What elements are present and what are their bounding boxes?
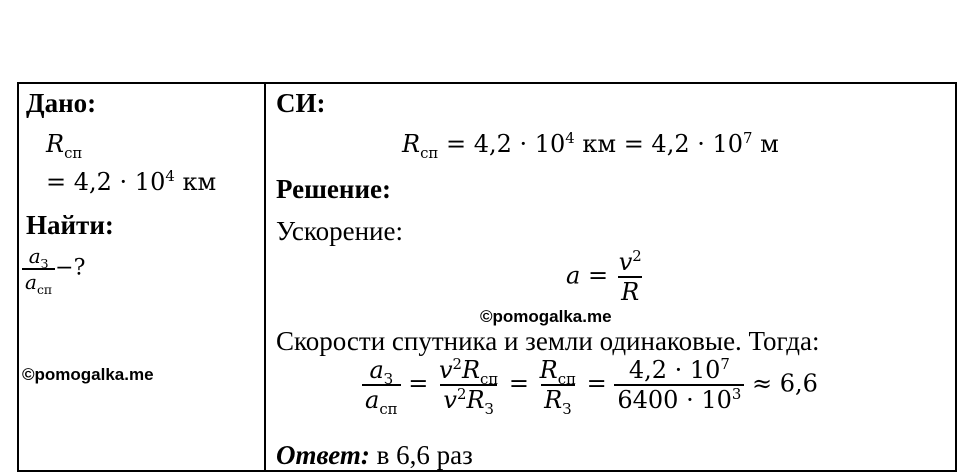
- speeds-text: Скорости спутника и земли одинаковые. Тогда:: [276, 326, 820, 356]
- solution-heading: Решение:: [276, 174, 391, 204]
- watermark-left: ©pomogalka.me: [22, 365, 154, 384]
- si-conversion: $R_{сп} = 4,2 \cdot 10^4$ км = $4,2 \cdot 10^7$ м: [402, 129, 779, 162]
- given-r-value: = $4,2 \cdot 10^4$ км: [46, 167, 217, 196]
- si-heading: СИ:: [276, 88, 326, 118]
- answer-label: Ответ:: [276, 440, 370, 470]
- find-heading: Найти:: [26, 210, 114, 240]
- answer-line: [276, 442, 473, 469]
- acceleration-text: Ускорение:: [276, 216, 403, 246]
- given-heading: Дано:: [26, 88, 97, 118]
- answer-value: в 6,6 раз: [369, 440, 473, 470]
- given-r-symbol: $R_{сп}$: [46, 130, 83, 162]
- find-fraction: $\frac{a_З}{a_{сп}}$ −?: [22, 246, 85, 292]
- acceleration-formula: a = $\frac{v^2}{R}$: [566, 247, 642, 306]
- watermark-center: ©pomogalka.me: [480, 307, 612, 326]
- column-divider: [264, 82, 266, 472]
- ratio-equation: $\frac{a_З}{a_{сп}}$ = $\frac{v^2R_{сп}}{v^2R_З}$ = $\frac{R_{сп}}{R_З}$ = $\frac{4,2 \cdot 10^7}{6400 \cdot 10^3}$ ≈ 6,6: [362, 358, 818, 412]
